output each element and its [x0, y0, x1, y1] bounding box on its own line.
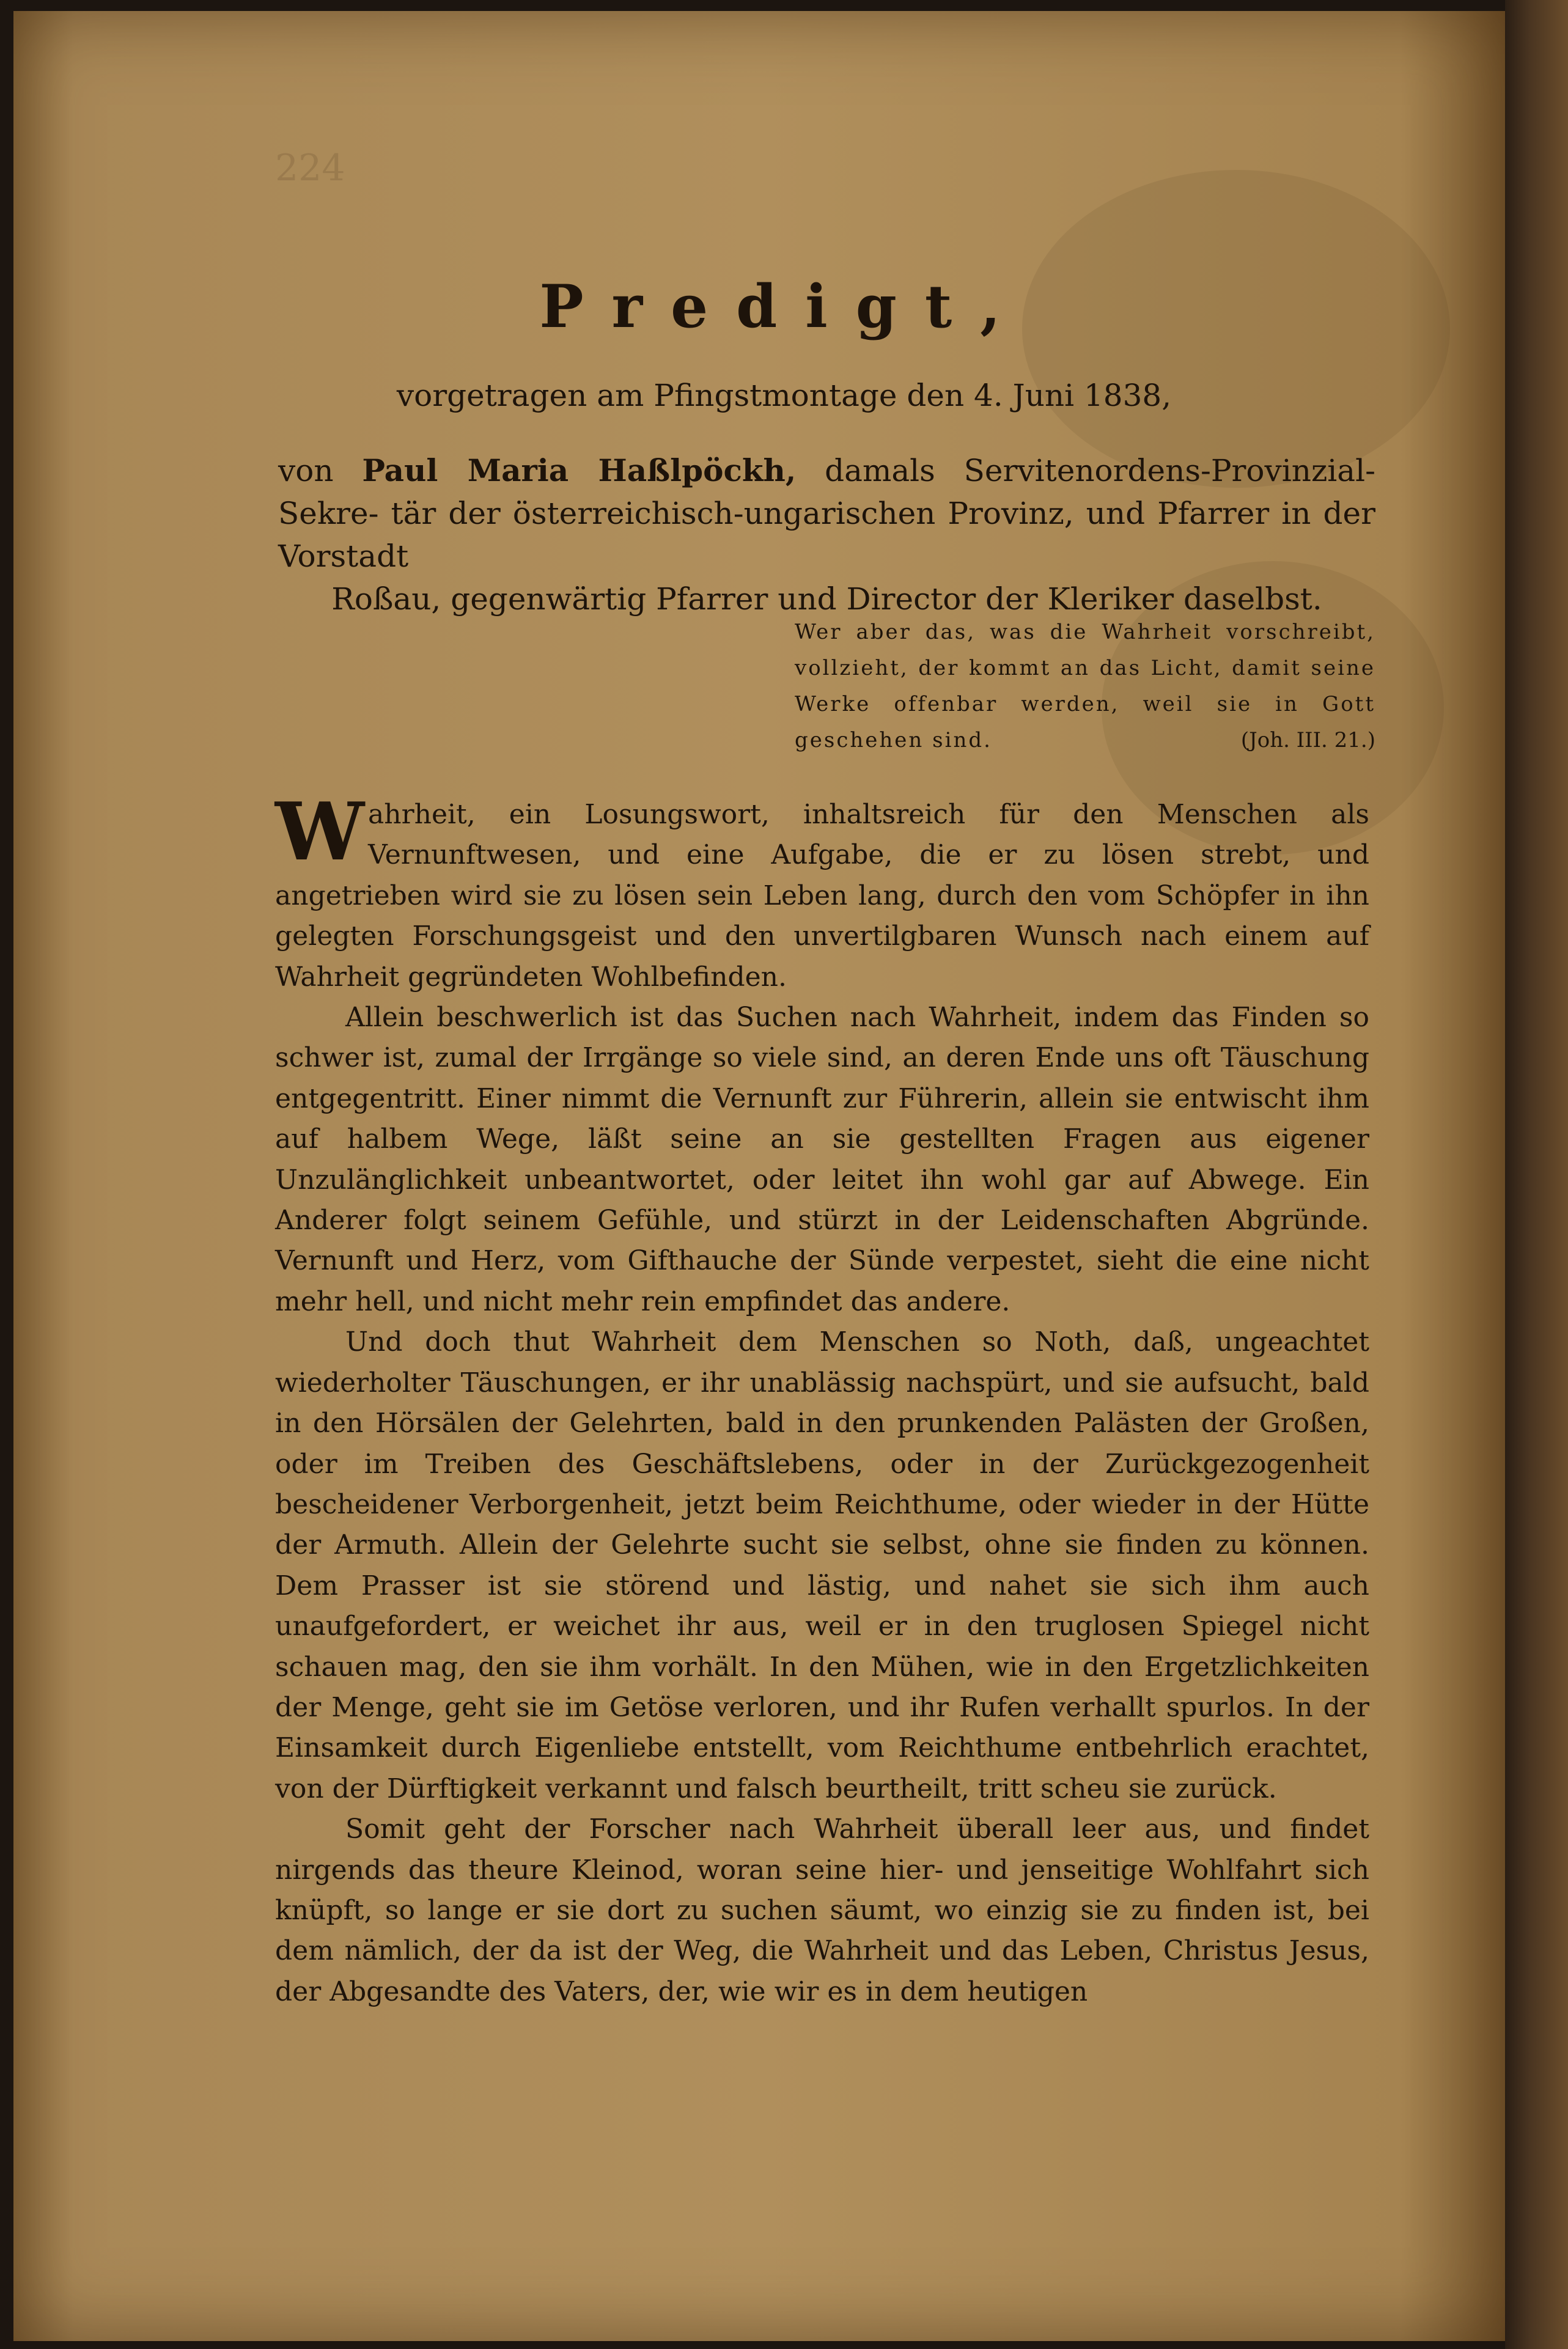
author-line-1: damals Servitenordens-Provinzial-Sekre- — [278, 453, 1375, 531]
running-header-page-number: 224 — [275, 147, 345, 189]
paragraph: Somit geht der Forscher nach Wahrheit überall leer aus, und findet nirgends das theure Kleinod, woran seine hier- und jenseitige Wohlfahrt sich knüpft, so lange er sie dort zu suchen säumt, wo einzig sie zu finden ist, bei dem nämlich, der da ist der Weg, die Wahrheit und das Leben, Christus Jesus, der Abgesandte des Vaters, der, wie wir es in dem heutigen — [275, 1814, 1369, 2007]
sermon-subtitle: vorgetragen am Pfingstmontage den 4. Juni 1838, — [396, 378, 1172, 413]
sermon-title: Predigt, — [539, 272, 1029, 341]
author-prefix: von — [278, 453, 334, 488]
book-gutter-edge — [1505, 0, 1568, 2349]
paragraph: Allein beschwerlich ist das Suchen nach Wahrheit, indem das Finden so schwer ist, zumal der Irrgänge so viele sind, an deren Ende uns oft Täuschung entgegentritt. Einer nimmt die Vernunft zur Führerin, allein sie entwischt ihm auf halbem Wege, läßt seine an sie gestellten Fragen aus eigener Unzulänglichkeit unbeantwortet, oder leitet ihn wohl gar auf Abwege. Ein Anderer folgt seinem Gefühle, und stürzt in der Leidenschaften Abgründe. Vernunft und Herz, vom Gifthauche der Sünde verpestet, sieht die eine nicht mehr hell, und nicht mehr rein empfindet das andere. — [275, 1002, 1369, 1317]
motto-reference: (Joh. III. 21.) — [1240, 728, 1375, 752]
motto-text: Wer aber das, was die Wahrheit vorschreibt, vollzieht, der kommt an das Licht, damit seine Werke offenbar werden, weil sie in Gott geschehen sind. — [795, 620, 1375, 752]
paragraph: Wahrheit, ein Losungswort, inhaltsreich für den Menschen als Vernunftwesen, und eine Aufgabe, die er zu lösen strebt, und angetrieben wird sie zu lösen sein Leben lang, durch den vom Schöpfer in ihn gelegten Forschungsgeist und den unvertilgbaren Wunsch nach einem auf Wahrheit gegründeten Wohlbefinden. — [275, 785, 1369, 993]
author-name: Paul Maria Haßlpöckh, — [362, 452, 797, 488]
author-block — [278, 449, 1375, 620]
sermon-body — [275, 785, 1369, 2012]
author-line-2: tär der österreichisch-ungarischen Provinz, und Pfarrer in der Vorstadt — [278, 496, 1375, 574]
author-line-3: Roßau, gegenwärtig Pfarrer und Director der Kleriker daselbst. — [331, 581, 1322, 617]
bible-motto — [795, 614, 1375, 759]
paragraph: Und doch thut Wahrheit dem Menschen so Noth, daß, ungeachtet wiederholter Täuschungen, er ihr unablässig nachspürt, und sie aufsucht, bald in den Hörsälen der Gelehrten, bald in den prunkenden Palästen der Großen, oder im Treiben des Geschäftslebens, oder in der Zurückgezogenheit bescheidener Verborgenheit, jetzt beim Reichthume, oder wieder in der Hütte der Armuth. Allein der Gelehrte sucht sie selbst, ohne sie finden zu können. Dem Prasser ist sie störend und lästig, und nahet sie sich ihm auch unaufgefordert, er weichet ihr aus, weil er in den truglosen Spiegel nicht schauen mag, den sie ihm vorhält. In den Mühen, wie in den Ergetzlichkeiten der Menge, geht sie im Getöse verloren, und ihr Rufen verhallt spurlos. In der Einsamkeit durch Eigenliebe entstellt, vom Reichthume entbehrlich erachtet, von der Dürftigkeit verkannt und falsch beurtheilt, tritt scheu sie zurück. — [275, 1326, 1369, 1804]
